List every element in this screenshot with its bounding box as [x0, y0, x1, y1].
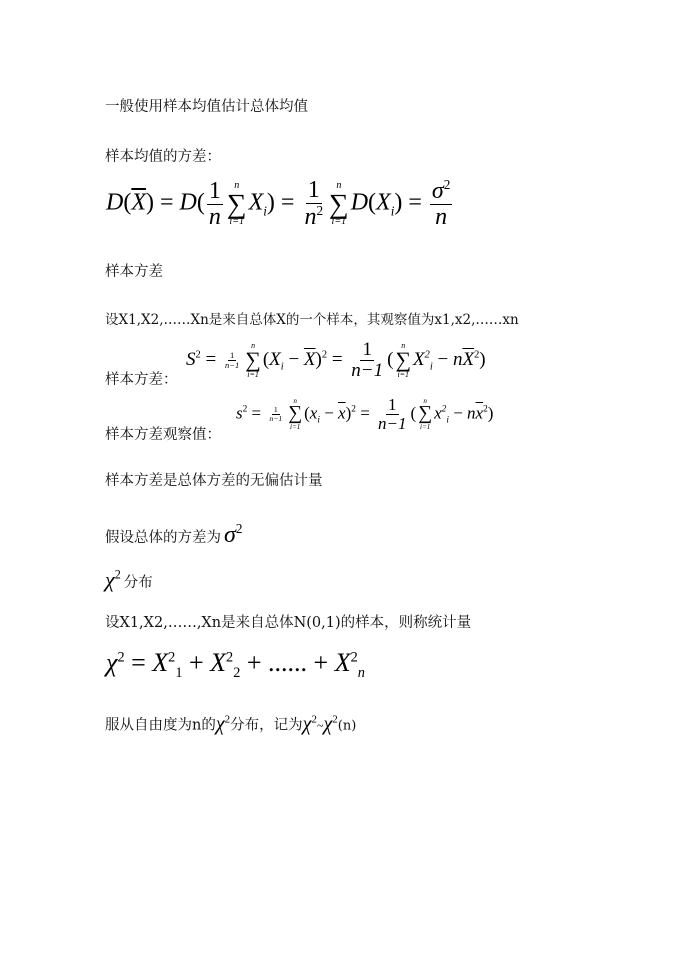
text-degrees-prefix: 服从自由度为n的	[105, 717, 216, 734]
symbol-chi-squared-right: $\chi^2$	[323, 712, 338, 735]
text-distribution-label: 分布	[123, 575, 153, 592]
symbol-tilde: ~	[316, 718, 324, 733]
text-sample-mean-estimate: 一般使用样本均值估计总体均值	[105, 99, 308, 115]
text-chi-square-heading	[105, 566, 153, 592]
formula-observed-variance: $s^2$ = $\frac{1}{n-1}$ n ∑ i=1 $(x_i - \overline{x})^2$ = $\frac{1}{n-1}$ ( n ∑ i=1 $x^2_i - n\overline{x}^2$)	[236, 395, 494, 433]
symbol-sigma-squared: $\sigma^2$	[224, 521, 243, 548]
symbol-chi-squared-left: $\chi^2$	[302, 712, 317, 735]
text-sample-variance-heading: 样本方差	[105, 264, 163, 280]
text-population-variance-label: 假设总体的方差为	[105, 530, 221, 546]
text-chi-square-degrees	[105, 710, 356, 736]
symbol-chi-squared: $\chi^2$	[105, 567, 121, 593]
text-sample-variance-label: 样本方差：	[105, 372, 178, 388]
symbol-chi-squared-inline: $\chi^2$	[215, 712, 231, 735]
text-variance-of-sample-mean: 样本均值的方差：	[105, 149, 221, 165]
text-population-variance	[105, 520, 242, 547]
text-denoted-as: 分布，记为	[230, 717, 303, 734]
formula-chi-square: $\chi^2 = X^2_1 + X^2_2$ + ...... + $X^2_n$	[106, 648, 365, 682]
text-degrees-n: (n)	[337, 718, 357, 734]
formula-sample-variance: $S^2$ = $\frac{1}{n-1}$ n ∑ i=1 $(X_i - \overline{X})^2$ = $\frac{1}{n-1}$ ( n ∑ i=1 $X^2_i - n\overline{X}^2$)	[186, 339, 486, 381]
formula-variance-of-mean: $D(\overline{X}) = D$( $\frac{1}{n}$ n ∑ i=1 $X_i$) = $\frac{1}{n^2}$ n ∑ i=1 $D(X_i)$ = $\frac{\sigma^2}{n}$	[106, 177, 451, 231]
text-chi-square-definition: 设X1,X2,……,Xn是来自总体N(0,1)的样本，则称统计量	[105, 615, 472, 631]
text-sample-definition: 设X1,X2,……Xn是来自总体X的一个样本，其观察值为x1,x2,……xn	[105, 312, 519, 328]
text-observed-variance-label: 样本方差观察值：	[105, 427, 221, 443]
text-unbiased-estimator: 样本方差是总体方差的无偏估计量	[105, 473, 323, 489]
